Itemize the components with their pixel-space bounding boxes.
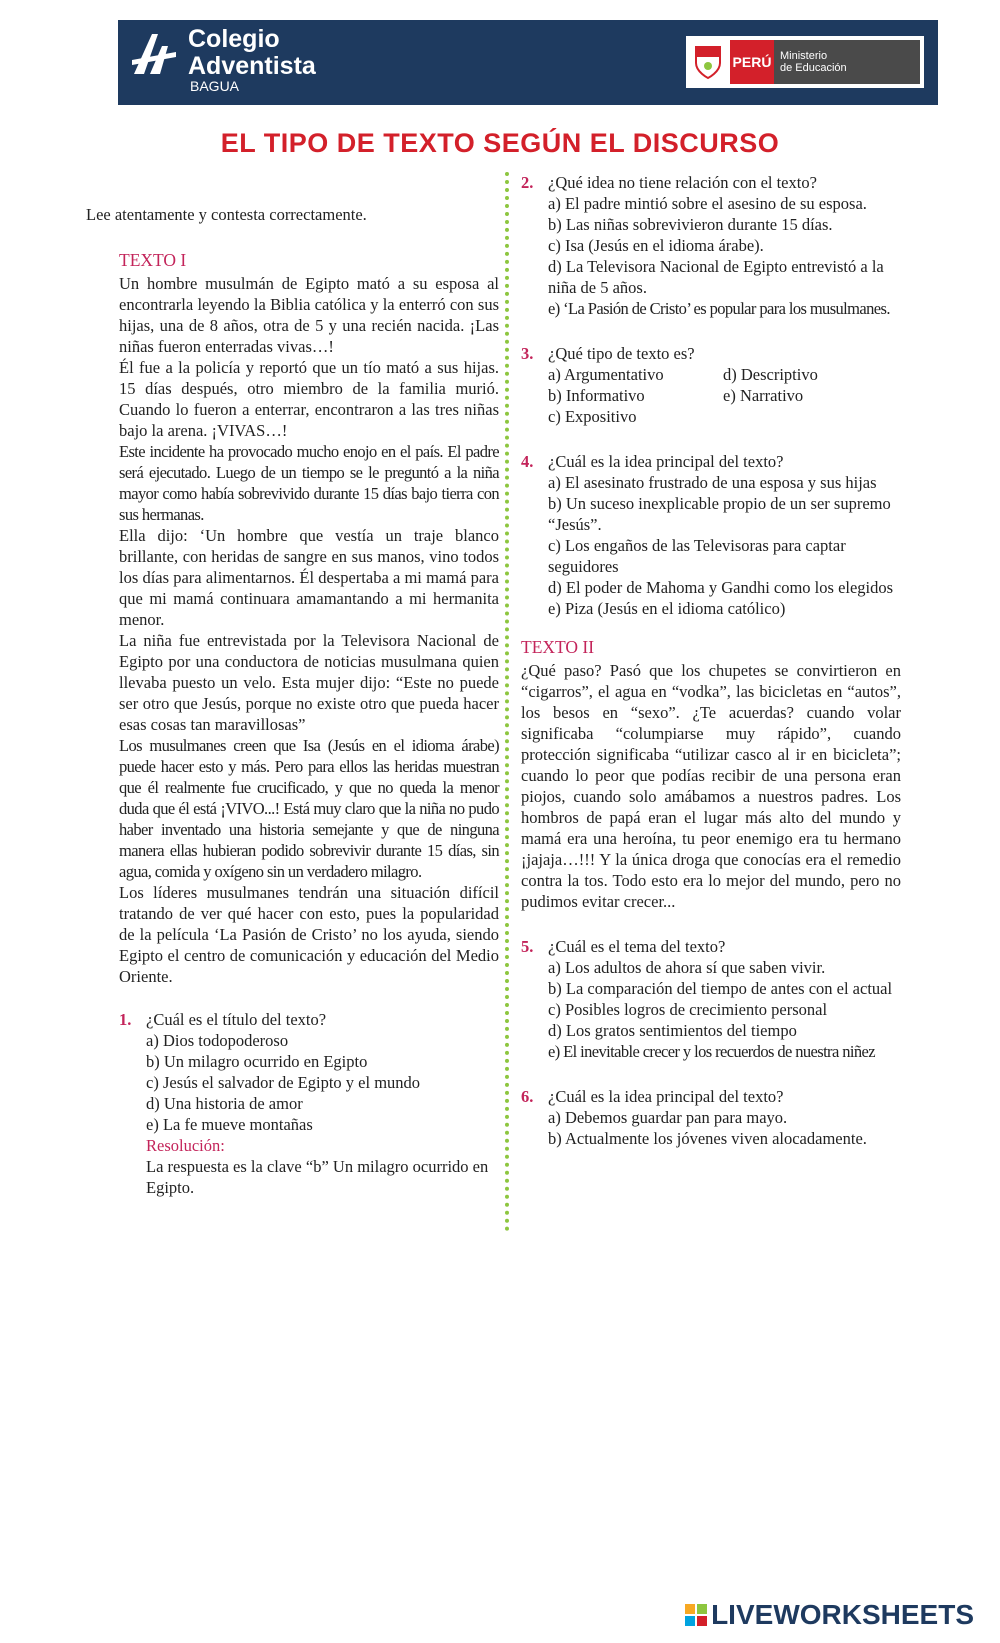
resolution-text: La respuesta es la clave “b” Un milagro ocurrido en Egipto. [146,1157,489,1197]
header-banner [118,20,938,105]
option-item[interactable]: e) El inevitable crecer y los recuerdos de nuestra niñez [548,1042,875,1061]
question-number: 3. [521,344,534,363]
question-text: ¿Cuál es la idea principal del texto? [548,1087,784,1106]
ministry-line2: de Educación [780,62,847,74]
question-number: 1. [119,1010,132,1029]
option-item[interactable]: b) Un suceso inexplicable propio de un ser supremo “Jesús”. [548,494,891,534]
right-column [521,172,901,1149]
texto1-paragraph: Él fue a la policía y reportó que un tío mató a sus hijas. 15 días después, otro miembro de la familia murió. Cuando lo fueron a enterrar, encontraron a las tres niñas bajo la arena. ¡VIVAS…! [119,358,499,440]
option-item[interactable]: c) Expositivo [548,407,637,426]
texto2-heading: TEXTO II [521,637,595,657]
option-item[interactable]: b) Las niñas sobrevivieron durante 15 días. [548,215,833,234]
question-text: ¿Qué tipo de texto es? [548,344,695,363]
question-1 [119,1009,499,1198]
option-item[interactable]: b) Actualmente los jóvenes viven alocadamente. [548,1129,867,1148]
liveworksheets-logo [685,1599,974,1631]
option-item[interactable]: d) Los gratos sentimientos del tiempo [548,1021,797,1040]
left-column [119,250,499,1198]
ministry-logo [686,36,924,88]
instruction: Lee atentamente y contesta correctamente. [86,205,367,224]
school-logo-icon [130,30,178,78]
ministry-label [774,40,920,84]
option-item[interactable]: c) Los engaños de las Televisoras para captar seguidores [548,536,846,576]
school-city: BAGUA [190,78,240,94]
texto2-section [521,637,901,912]
option-item[interactable]: e) Narrativo [723,386,804,405]
question-number: 6. [521,1087,534,1106]
option-item[interactable]: b) La comparación del tiempo de antes con el actual [548,979,893,998]
resolution-label: Resolución: [146,1136,225,1155]
option-item[interactable]: a) El asesinato frustrado de una esposa y sus hijas [548,473,877,492]
peru-shield-icon [686,36,730,88]
texto1-paragraph: Este incidente ha provocado mucho enojo en el país. El padre será ejecutado. Luego de un tiempo se le preguntó a la niña mayor como había sobrevivido durante 15 días bajo tierra con sus hermanas. [119,442,499,524]
texto1-paragraph: Los líderes musulmanes tendrán una situación difícil tratando de ver qué hacer con esto, pues la popularidad de la película ‘La Pasión de Cristo’ no los ayuda, siendo Egipto el centro de comunicación y educación del Medio Oriente. [119,883,499,986]
question-3 [521,343,901,427]
page-title: EL TIPO DE TEXTO SEGÚN EL DISCURSO [220,128,780,158]
texto1-paragraph: Un hombre musulmán de Egipto mató a su esposa al encontrarla leyendo la Biblia católica y la enterró con sus hijas, una de 8 años, otra de 5 y una recién nacida. ¡Las niñas fueron enterradas vivas…! [119,274,499,356]
option-item[interactable]: b) Un milagro ocurrido en Egipto [146,1052,368,1071]
texto1-paragraph: La niña fue entrevistada por la Televisora Nacional de Egipto por una conductora de noticias musulmana quien llevaba puesto un velo. Esta mujer dijo: “Este no puede ser otro que Jesús, porque no existe otro que pueda hacer esas cosas tan maravillosas” [119,631,499,734]
peru-label: PERÚ [730,40,774,84]
texto1-paragraph: Los musulmanes creen que Isa (Jesús en el idioma árabe) puede hacer esto y más. Pero para ellos las heridas muestran que él realmente fue crucificado, y que no queda la menor duda que él está ¡VIVO...! Está muy claro que la niña no pudo haber inventado una historia semejante y que de ninguna manera ellas hubieran podido sobrevivir durante 15 días, sin agua, comida y oxígeno sin un verdadero milagro. [119,736,499,881]
school-name-line1: Colegio [188,25,280,53]
question-number: 5. [521,937,534,956]
ministry-line1: Ministerio [780,50,828,62]
column-divider [505,172,509,1232]
option-item[interactable]: a) Dios todopoderoso [146,1031,289,1050]
option-item[interactable]: a) Argumentativo [548,365,664,384]
question-number: 4. [521,452,534,471]
question-text: ¿Qué idea no tiene relación con el texto? [548,173,817,192]
liveworksheets-brand: LIVEWORKSHEETS [711,1599,974,1630]
option-item[interactable]: c) Posibles logros de crecimiento personal [548,1000,828,1019]
question-4 [521,451,901,619]
option-item[interactable]: c) Isa (Jesús en el idioma árabe). [548,236,764,255]
option-item[interactable]: a) Debemos guardar pan para mayo. [548,1108,788,1127]
question-text: ¿Cuál es la idea principal del texto? [548,452,784,471]
option-item[interactable]: d) Descriptivo [723,365,818,384]
option-item[interactable]: a) El padre mintió sobre el asesino de su esposa. [548,194,867,213]
question-number: 2. [521,173,534,192]
question-2 [521,172,901,319]
question-6 [521,1086,901,1149]
option-item[interactable]: b) Informativo [548,386,645,405]
liveworksheets-icon [685,1604,707,1626]
question-text: ¿Cuál es el tema del texto? [548,937,726,956]
question-5 [521,936,901,1062]
option-item[interactable]: d) El poder de Mahoma y Gandhi como los elegidos [548,578,894,597]
school-name-line2: Adventista [188,52,316,80]
texto1-heading: TEXTO I [119,250,187,270]
texto1-paragraph: Ella dijo: ‘Un hombre que vestía un traje blanco brillante, con heridas de sangre en sus manos, vino todos los días para alimentarnos. Él despertaba a mi mamá para que mi mamá continuara amamantando a mi hermanita menor. [119,526,499,629]
options-grid [548,364,901,427]
option-item[interactable]: e) La fe mueve montañas [146,1115,313,1134]
option-item[interactable]: e) ‘La Pasión de Cristo’ es popular para los musulmanes. [548,299,890,318]
texto2-paragraph: ¿Qué paso? Pasó que los chupetes se convirtieron en “cigarros”, el agua en “vodka”, las bicicletas en “autos”, los besos en “sexo”. ¿Te acuerdas? cuando volar significaba “columpiarse muy rápido”, cuando protección significaba “utilizar casco al ir en bicicleta”; cuando lo peor que podías recibir de una persona eran piojos, cuando solo amábamos a nuestros padres. Los hombros de papá eran el lugar más alto del mundo y mamá era una heroína, tu peor enemigo era tu hermano ¡jajaja…!!! Y la única droga que conocías era el remedio contra la tos. Todo esto era lo mejor del mundo, pero no pudimos evitar crecer... [521,661,901,911]
option-item[interactable]: d) Una historia de amor [146,1094,303,1113]
option-item[interactable]: d) La Televisora Nacional de Egipto entrevistó a la niña de 5 años. [548,257,884,297]
option-item[interactable]: c) Jesús el salvador de Egipto y el mundo [146,1073,421,1092]
question-text: ¿Cuál es el título del texto? [146,1010,327,1029]
school-name [188,26,316,80]
option-item[interactable]: a) Los adultos de ahora sí que saben vivir. [548,958,826,977]
option-item[interactable]: e) Piza (Jesús en el idioma católico) [548,599,786,618]
